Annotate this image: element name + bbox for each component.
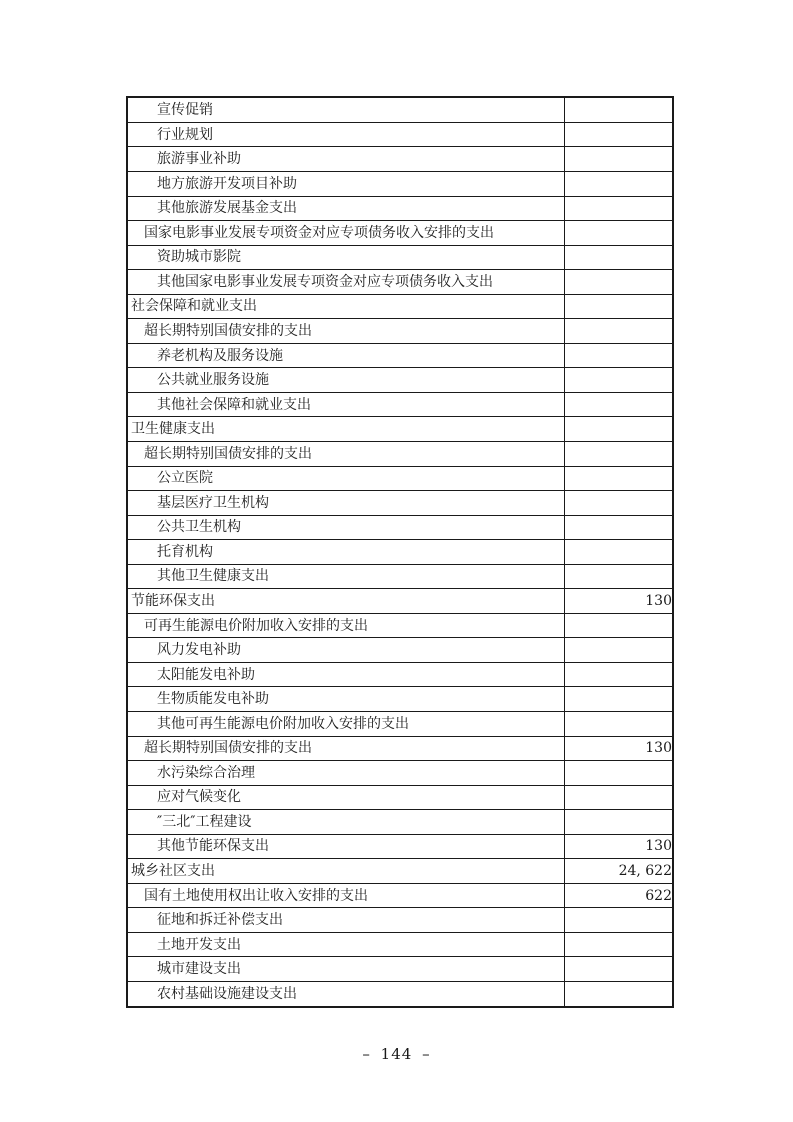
table-row: [127, 982, 673, 1008]
item-value-cell: [564, 515, 673, 540]
item-value-cell: [564, 196, 673, 221]
table-row: [127, 491, 673, 516]
table-row: [127, 368, 673, 393]
item-value-cell: [564, 122, 673, 147]
item-value-cell: [564, 417, 673, 442]
table-row: [127, 834, 673, 859]
item-name-cell: 太阳能发电补助: [127, 662, 564, 687]
item-value-cell: [564, 638, 673, 663]
item-value-cell: 130: [564, 834, 673, 859]
table-row: [127, 785, 673, 810]
table-row: [127, 97, 673, 122]
item-value-cell: [564, 662, 673, 687]
item-value-cell: 24, 622: [564, 859, 673, 884]
item-name-cell: 卫生健康支出: [127, 417, 564, 442]
item-name-cell: 城乡社区支出: [127, 859, 564, 884]
item-value-cell: [564, 810, 673, 835]
table-row: [127, 540, 673, 565]
item-value-cell: [564, 270, 673, 295]
item-name-cell: 其他旅游发展基金支出: [127, 196, 564, 221]
item-value-cell: 130: [564, 736, 673, 761]
item-name-cell: ″三北″工程建设: [127, 810, 564, 835]
item-value-cell: [564, 908, 673, 933]
item-value-cell: [564, 221, 673, 246]
item-name-cell: 旅游事业补助: [127, 147, 564, 172]
item-name-cell: 城市建设支出: [127, 957, 564, 982]
item-name-cell: 公立医院: [127, 466, 564, 491]
item-name-cell: 其他节能环保支出: [127, 834, 564, 859]
item-name-cell: 行业规划: [127, 122, 564, 147]
table-row: [127, 392, 673, 417]
item-name-cell: 基层医疗卫生机构: [127, 491, 564, 516]
item-value-cell: [564, 785, 673, 810]
item-name-cell: 养老机构及服务设施: [127, 343, 564, 368]
table-row: [127, 883, 673, 908]
item-value-cell: [564, 97, 673, 122]
table-row: [127, 859, 673, 884]
table-row: [127, 687, 673, 712]
table-row: [127, 957, 673, 982]
table-row: [127, 319, 673, 344]
table-row: [127, 810, 673, 835]
item-name-cell: 节能环保支出: [127, 589, 564, 614]
item-value-cell: [564, 441, 673, 466]
item-value-cell: [564, 245, 673, 270]
item-name-cell: 超长期特别国债安排的支出: [127, 319, 564, 344]
item-name-cell: 公共卫生机构: [127, 515, 564, 540]
item-name-cell: 风力发电补助: [127, 638, 564, 663]
item-value-cell: 130: [564, 589, 673, 614]
item-name-cell: 土地开发支出: [127, 932, 564, 957]
item-value-cell: [564, 294, 673, 319]
item-name-cell: 应对气候变化: [127, 785, 564, 810]
table-row: [127, 515, 673, 540]
item-name-cell: 地方旅游开发项目补助: [127, 171, 564, 196]
item-value-cell: [564, 171, 673, 196]
item-value-cell: [564, 761, 673, 786]
item-value-cell: [564, 932, 673, 957]
budget-table-body: [127, 97, 673, 1007]
table-row: [127, 932, 673, 957]
item-name-cell: 国家电影事业发展专项资金对应专项债务收入安排的支出: [127, 221, 564, 246]
item-name-cell: 可再生能源电价附加收入安排的支出: [127, 613, 564, 638]
table-row: [127, 294, 673, 319]
item-name-cell: 超长期特别国债安排的支出: [127, 736, 564, 761]
table-row: [127, 245, 673, 270]
item-value-cell: [564, 957, 673, 982]
table-row: [127, 908, 673, 933]
table-row: [127, 662, 673, 687]
item-name-cell: 征地和拆迁补偿支出: [127, 908, 564, 933]
table-row: [127, 147, 673, 172]
item-name-cell: 生物质能发电补助: [127, 687, 564, 712]
item-name-cell: 其他社会保障和就业支出: [127, 392, 564, 417]
table-row: [127, 343, 673, 368]
item-value-cell: [564, 687, 673, 712]
item-name-cell: 宣传促销: [127, 97, 564, 122]
item-name-cell: 国有土地使用权出让收入安排的支出: [127, 883, 564, 908]
table-row: [127, 761, 673, 786]
item-value-cell: [564, 711, 673, 736]
table-row: [127, 441, 673, 466]
table-row: [127, 638, 673, 663]
item-name-cell: 超长期特别国债安排的支出: [127, 441, 564, 466]
item-value-cell: 622: [564, 883, 673, 908]
page-number: – 144 –: [362, 1045, 431, 1063]
table-row: [127, 221, 673, 246]
item-value-cell: [564, 147, 673, 172]
item-name-cell: 托育机构: [127, 540, 564, 565]
item-name-cell: 资助城市影院: [127, 245, 564, 270]
table-row: [127, 171, 673, 196]
table-row: [127, 589, 673, 614]
table-row: [127, 417, 673, 442]
table-row: [127, 270, 673, 295]
table-row: [127, 564, 673, 589]
budget-table: [126, 96, 674, 1008]
item-name-cell: 公共就业服务设施: [127, 368, 564, 393]
item-value-cell: [564, 319, 673, 344]
table-row: [127, 736, 673, 761]
item-value-cell: [564, 982, 673, 1008]
item-value-cell: [564, 368, 673, 393]
item-value-cell: [564, 564, 673, 589]
item-name-cell: 社会保障和就业支出: [127, 294, 564, 319]
item-value-cell: [564, 491, 673, 516]
item-name-cell: 其他卫生健康支出: [127, 564, 564, 589]
item-value-cell: [564, 613, 673, 638]
item-value-cell: [564, 540, 673, 565]
table-row: [127, 122, 673, 147]
table-row: [127, 196, 673, 221]
item-value-cell: [564, 466, 673, 491]
item-value-cell: [564, 392, 673, 417]
table-row: [127, 711, 673, 736]
item-value-cell: [564, 343, 673, 368]
item-name-cell: 其他国家电影事业发展专项资金对应专项债务收入支出: [127, 270, 564, 295]
table-row: [127, 613, 673, 638]
table-row: [127, 466, 673, 491]
item-name-cell: 农村基础设施建设支出: [127, 982, 564, 1008]
item-name-cell: 其他可再生能源电价附加收入安排的支出: [127, 711, 564, 736]
item-name-cell: 水污染综合治理: [127, 761, 564, 786]
